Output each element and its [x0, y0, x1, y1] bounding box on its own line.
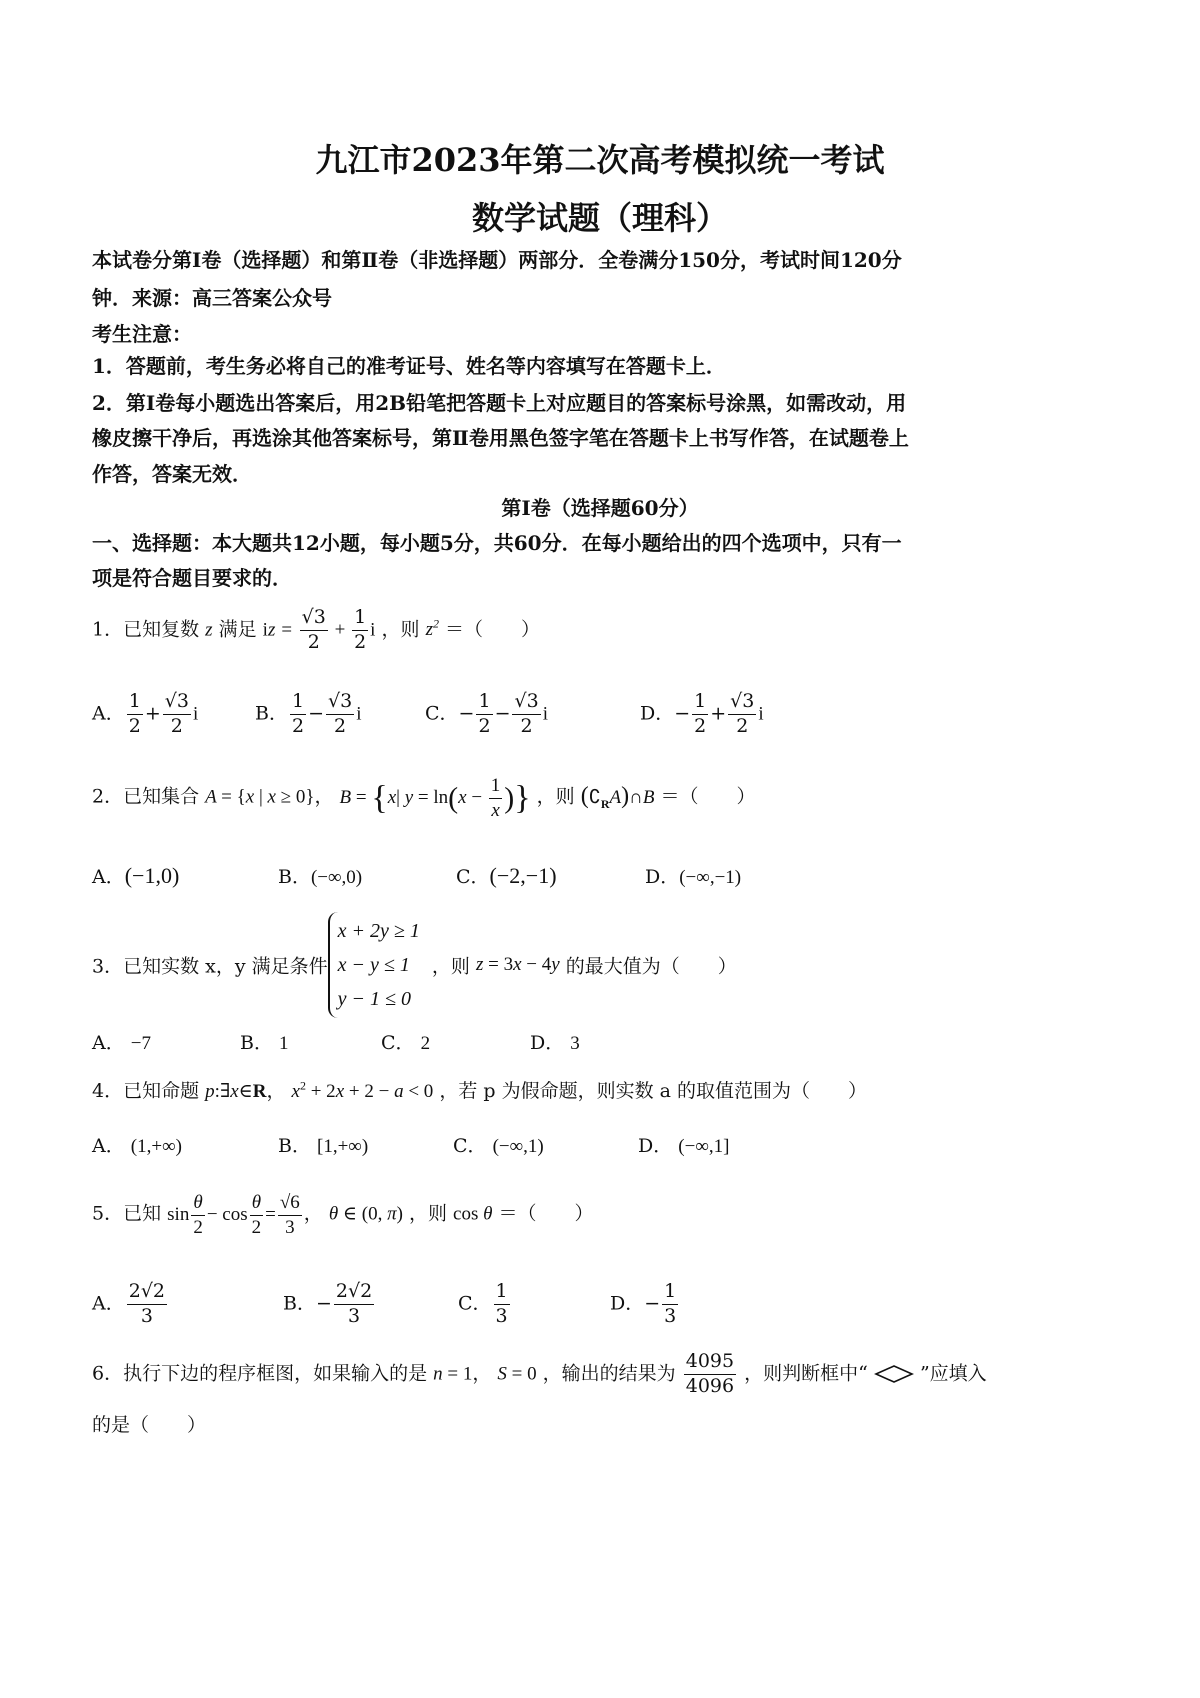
- question-3: 3．已知实数 x，y 满足条件x + 2y ≥ 1 x − y ≤ 1 y − 1 ≤ 0 ，则 z = 3x − 4y 的最大值为（ ）: [92, 912, 737, 1018]
- q3-option-b[interactable]: B． 1: [240, 1032, 289, 1054]
- question-5: 5．已知 sin $\frac{\theta}{2}$ − cos $\frac{\theta}{2}$ = $\frac{√6}{3}$ ， θ ∈ (0, π) ，则 cos θ ＝（ ）: [92, 1192, 594, 1238]
- note-2-line-3: 作答，答案无效．: [92, 462, 252, 486]
- section-instructions-2: 项是符合题目要求的．: [92, 566, 292, 590]
- q1-option-b[interactable]: B． $\frac{1}{2}$ − $\frac{√3}{2}$ i: [255, 690, 362, 737]
- exam-title: 九江市2023年第二次高考模拟统一考试: [315, 141, 885, 179]
- q4-option-d[interactable]: D． (−∞,1]: [638, 1135, 730, 1157]
- exam-subtitle: 数学试题（理科）: [471, 199, 728, 237]
- note-2-line-1: 2．第Ⅰ卷每小题选出答案后，用2B铅笔把答题卡上对应题目的答案标号涂黑，如需改动，用: [92, 391, 907, 415]
- q4-option-c[interactable]: C． (−∞,1): [453, 1135, 544, 1157]
- intro-line-2: 钟．来源：高三答案公众号: [92, 286, 332, 310]
- q2-option-d[interactable]: D．(−∞,−1): [645, 866, 742, 888]
- q4-option-b[interactable]: B． [1,+∞): [278, 1135, 369, 1157]
- section-title: 第Ⅰ卷（选择题60分）: [501, 496, 699, 520]
- q1-option-d[interactable]: D．− $\frac{1}{2}$ + $\frac{√3}{2}$ i: [640, 690, 764, 737]
- question-4: 4．已知命题 p:∃x∈R， $x^2 + 2x + 2 - a < 0$ ，若 p 为假命题，则实数 a 的取值范围为（ ）: [92, 1078, 867, 1102]
- q1-option-a[interactable]: A． $\frac{1}{2}$ + $\frac{√3}{2}$ i: [92, 690, 199, 737]
- q5-option-b[interactable]: B．− $\frac{2√2}{3}$: [283, 1280, 373, 1327]
- section-instructions-1: 一、选择题：本大题共12小题，每小题5分，共60分．在每小题给出的四个选项中，只有一: [92, 531, 902, 555]
- q5-option-d[interactable]: D．− $\frac{1}{3}$: [610, 1280, 677, 1327]
- q2-option-a[interactable]: A．(−1,0): [92, 863, 180, 888]
- q5-option-a[interactable]: A． $\frac{2√2}{3}$: [92, 1280, 166, 1327]
- q2-option-c[interactable]: C．(−2,−1): [456, 863, 557, 888]
- note-2-line-2: 橡皮擦干净后，再选涂其他答案标号，第Ⅱ卷用黑色签字笔在答题卡上书写作答，在试题卷上: [92, 426, 909, 450]
- notice-title: 考生注意：: [92, 322, 192, 346]
- q3-option-a[interactable]: A． −7: [92, 1032, 151, 1054]
- constraint-system: x + 2y ≥ 1 x − y ≤ 1 y − 1 ≤ 0: [328, 912, 426, 1018]
- note-1: 1．答题前，考生务必将自己的准考证号、姓名等内容填写在答题卡上．: [92, 354, 726, 378]
- q4-option-a[interactable]: A． (1,+∞): [92, 1135, 182, 1157]
- decision-diamond-icon: [874, 1364, 914, 1384]
- q1-option-c[interactable]: C．− $\frac{1}{2}$ − $\frac{√3}{2}$ i: [425, 690, 548, 737]
- question-6-line-2: 的是（ ）: [92, 1414, 207, 1436]
- question-6: 6．执行下边的程序框图，如果输入的是 n = 1， S = 0 ，输出的结果为 $\frac{4095}{4096}$ ，则判断框中“ ”应填入: [92, 1350, 987, 1397]
- q3-option-c[interactable]: C． 2: [381, 1032, 431, 1054]
- q5-option-c[interactable]: C． $\frac{1}{3}$: [458, 1280, 508, 1327]
- intro-line-1: 本试卷分第Ⅰ卷（选择题）和第Ⅱ卷（非选择题）两部分．全卷满分150分，考试时间120分: [92, 248, 902, 272]
- q3-option-d[interactable]: D． 3: [530, 1032, 580, 1054]
- question-2: 2．已知集合 A = {x | x ≥ 0}， B = {x| y = ln(x − $\frac{1}{x}$ )} ，则 $(∁_RA)\cap B$ ＝（ ）: [92, 775, 756, 821]
- question-1: 1．已知复数 z 满足 iz = $\frac{√3}{2}$ + $\frac{1}{2}$ i ，则 $z^2$ ＝（ ）: [92, 606, 541, 653]
- q2-option-b[interactable]: B．(−∞,0): [278, 866, 363, 888]
